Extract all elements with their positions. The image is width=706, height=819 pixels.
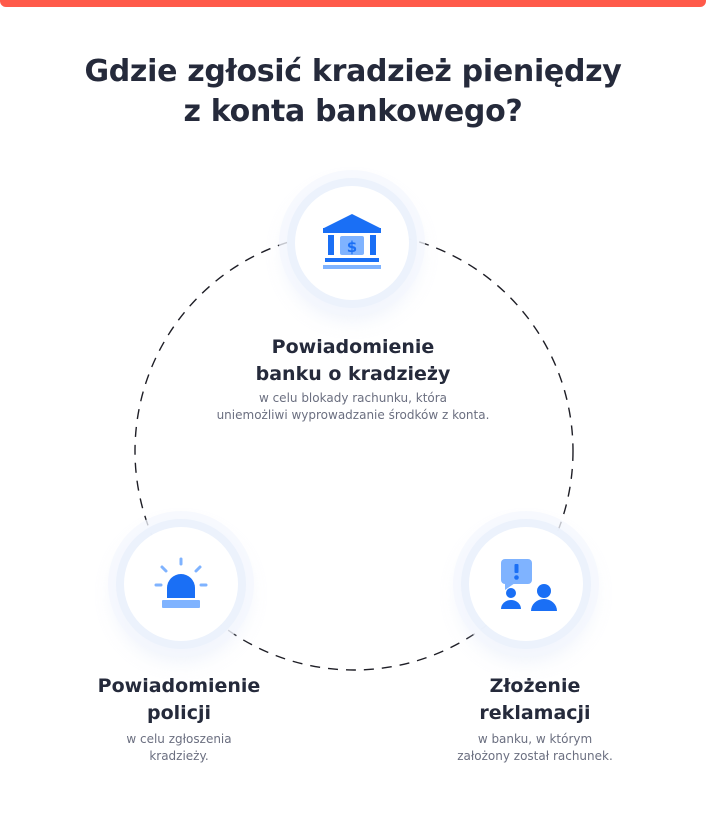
police-badge: [124, 527, 238, 641]
police-title-line-2: policji: [147, 702, 211, 724]
complaint-node-description: [415, 731, 655, 765]
complaint-people-icon: [469, 527, 583, 641]
title-line-2: z konta bankowego?: [183, 94, 523, 129]
bank-title-line-1: Powiadomienie: [271, 336, 435, 358]
bank-desc-line-1: w celu blokady rachunku, która: [258, 391, 448, 405]
complaint-title-line-2: reklamacji: [479, 702, 591, 724]
police-title-line-1: Powiadomienie: [97, 675, 261, 697]
bank-badge: [295, 186, 409, 300]
bank-node-title: [203, 334, 503, 388]
complaint-title-line-1: Złożenie: [489, 675, 581, 697]
police-node-title: [70, 673, 288, 727]
bank-desc-line-2: uniemożliwi wyprowadzanie środków z konta.: [216, 408, 490, 422]
complaint-badge: [469, 527, 583, 641]
police-node-description: [79, 731, 279, 765]
police-desc-line-2: kradzieży.: [149, 749, 209, 763]
bank-node-description: [153, 390, 553, 424]
bank-icon: [295, 186, 409, 300]
siren-icon: [124, 527, 238, 641]
complaint-desc-line-1: w banku, w którym: [477, 732, 593, 746]
title-line-1: Gdzie zgłosić kradzież pieniędzy: [84, 54, 622, 89]
svg-text:$: $: [346, 238, 358, 256]
police-desc-line-1: w celu zgłoszenia: [126, 732, 232, 746]
complaint-node-title: [426, 673, 644, 727]
bank-title-line-2: banku o kradzieży: [255, 363, 451, 385]
complaint-desc-line-2: założony został rachunek.: [457, 749, 613, 763]
